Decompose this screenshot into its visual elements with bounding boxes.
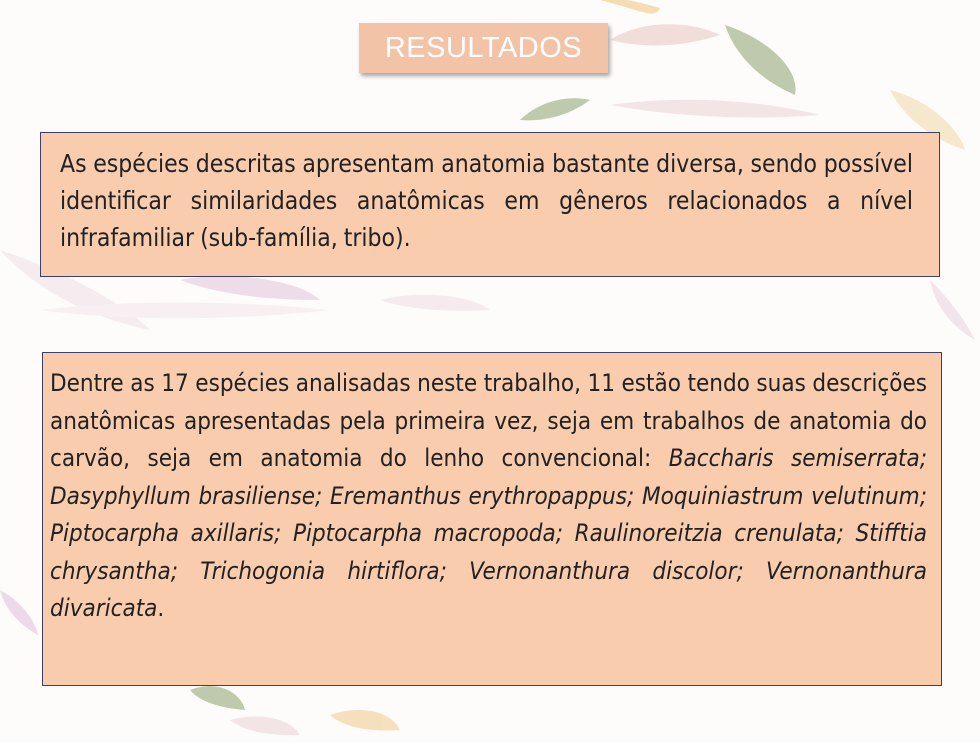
- species-paragraph: [50, 365, 927, 628]
- species-box: [42, 352, 942, 686]
- species-intro: Dentre as 17 espécies analisadas neste trabalho, 11 estão tendo suas descrições anatômicas apresentadas pela primeira vez, seja em trabalhos de anatomia do carvão, seja em anatomia do lenho convencional:: [50, 369, 927, 472]
- slide-title: RESULTADOS: [359, 23, 608, 73]
- species-end: .: [157, 594, 165, 622]
- species-list: Baccharis semiserrata; Dasyphyllum brasiliense; Eremanthus erythropappus; Moquiniastrum velutinum; Piptocarpha axillaris; Piptocarpha macropoda; Raulinoreitzia crenulata; Stifftia chrysantha; Trichogonia hirtiflora; Vernonanthura discolor; Vernonanthura divaricata: [50, 444, 928, 622]
- summary-text: As espécies descritas apresentam anatomia bastante diversa, sendo possível identificar similaridades anatômicas em gêneros relacionados a nível infrafamiliar (sub-família, tribo).: [60, 149, 913, 252]
- summary-box: [40, 132, 940, 277]
